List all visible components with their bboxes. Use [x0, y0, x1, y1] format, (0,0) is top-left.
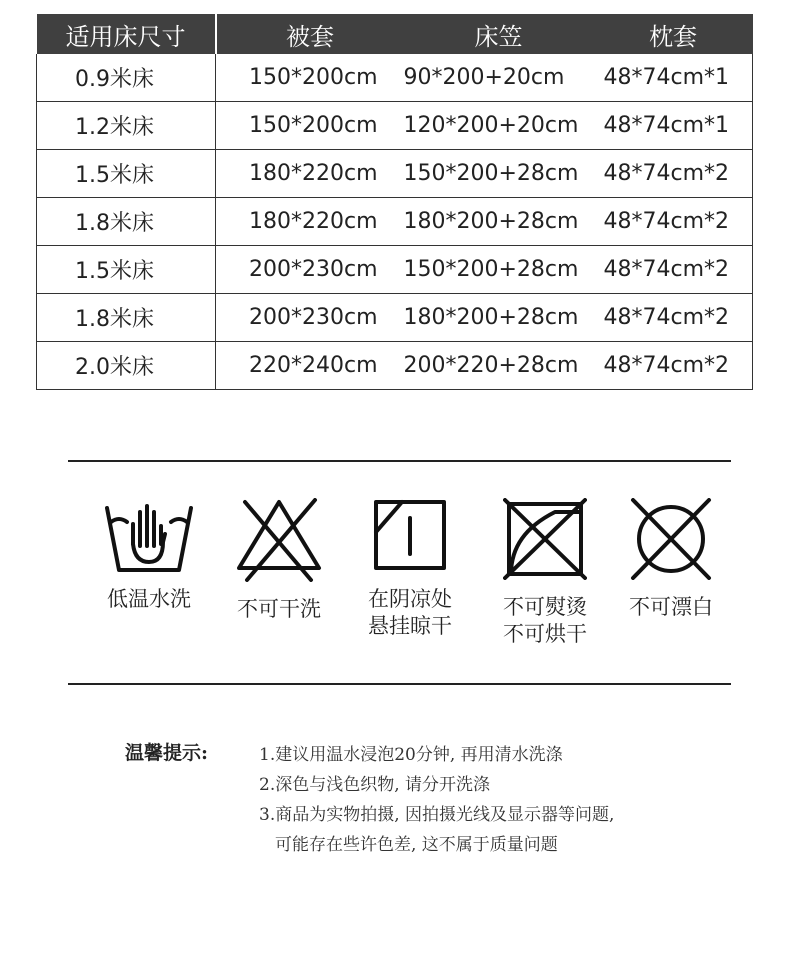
- header-fitted-sheet: 床笠: [404, 14, 594, 54]
- table-row: [37, 150, 753, 198]
- cell-pillowcase-size: 48*74cm*2: [594, 342, 753, 390]
- no-bleach-icon: [629, 498, 713, 580]
- cell-sheet-size: 90*200+20cm: [404, 54, 594, 102]
- header-duvet-cover: 被套: [216, 14, 404, 54]
- cell-duvet-size: 220*240cm: [216, 342, 404, 390]
- care-label: [214, 596, 344, 623]
- tip-line: 可能存在些许色差, 这不属于质量问题: [275, 835, 558, 855]
- cell-duvet-size: 200*230cm: [216, 246, 404, 294]
- cell-sheet-size: 120*200+20cm: [404, 102, 594, 150]
- cell-bed-size: 1.8米床: [37, 198, 216, 246]
- no-iron-no-tumble-dry-icon: [503, 498, 587, 580]
- care-label-line: 不可漂白: [629, 595, 713, 619]
- cell-bed-size: 1.8米床: [37, 294, 216, 342]
- tips-title: 温馨提示:: [125, 742, 209, 764]
- divider-bottom: [68, 683, 731, 685]
- size-table-header: [37, 14, 753, 54]
- cell-bed-size: 1.2米床: [37, 102, 216, 150]
- care-label: [480, 594, 610, 648]
- cell-sheet-size: 150*200+28cm: [404, 150, 594, 198]
- header-bed-size: 适用床尺寸: [37, 14, 216, 54]
- table-row: [37, 54, 753, 102]
- cell-sheet-size: 150*200+28cm: [404, 246, 594, 294]
- table-row: [37, 294, 753, 342]
- cell-pillowcase-size: 48*74cm*1: [594, 54, 753, 102]
- cell-duvet-size: 150*200cm: [216, 102, 404, 150]
- cell-sheet-size: 180*200+28cm: [404, 198, 594, 246]
- care-label-line: 不可熨烫: [503, 595, 587, 619]
- cell-bed-size: 2.0米床: [37, 342, 216, 390]
- cell-sheet-size: 180*200+28cm: [404, 294, 594, 342]
- care-label-line: 不可干洗: [237, 597, 321, 621]
- care-item-no-bleach: [606, 498, 736, 621]
- tip-line: 1.建议用温水浸泡20分钟, 再用清水洗涤: [259, 745, 563, 765]
- size-table: [36, 14, 753, 390]
- header-pillowcase: 枕套: [594, 14, 753, 54]
- shade-dry-icon: [372, 498, 448, 572]
- cell-pillowcase-size: 48*74cm*2: [594, 294, 753, 342]
- care-label: [84, 586, 214, 613]
- table-row: [37, 342, 753, 390]
- cell-bed-size: 1.5米床: [37, 150, 216, 198]
- table-row: [37, 198, 753, 246]
- cell-sheet-size: 200*220+28cm: [404, 342, 594, 390]
- tip-line: 2.深色与浅色织物, 请分开洗涤: [259, 775, 491, 795]
- tip-line: 3.商品为实物拍摄, 因拍摄光线及显示器等问题,: [259, 805, 615, 825]
- hand-wash-icon: [105, 498, 193, 572]
- care-label: [345, 586, 475, 640]
- cell-bed-size: 0.9米床: [37, 54, 216, 102]
- cell-pillowcase-size: 48*74cm*2: [594, 246, 753, 294]
- care-label-line: 悬挂晾干: [368, 614, 452, 638]
- care-item-no-iron-no-tumble-dry: [480, 498, 610, 648]
- cell-pillowcase-size: 48*74cm*2: [594, 198, 753, 246]
- care-label: [606, 594, 736, 621]
- cell-duvet-size: 180*220cm: [216, 198, 404, 246]
- tips-list: [259, 740, 679, 860]
- cell-duvet-size: 150*200cm: [216, 54, 404, 102]
- cell-bed-size: 1.5米床: [37, 246, 216, 294]
- divider-top: [68, 460, 731, 462]
- cell-pillowcase-size: 48*74cm*2: [594, 150, 753, 198]
- no-dry-clean-icon: [235, 498, 323, 582]
- care-item-hand-wash: [84, 498, 214, 613]
- table-row: [37, 246, 753, 294]
- care-label-line: 在阴凉处: [368, 587, 452, 611]
- table-row: [37, 102, 753, 150]
- cell-duvet-size: 200*230cm: [216, 294, 404, 342]
- cell-pillowcase-size: 48*74cm*1: [594, 102, 753, 150]
- cell-duvet-size: 180*220cm: [216, 150, 404, 198]
- care-item-no-dry-clean: [214, 498, 344, 623]
- care-label-line: 低温水洗: [107, 587, 191, 611]
- care-item-shade-dry: [345, 498, 475, 640]
- care-label-line: 不可烘干: [503, 622, 587, 646]
